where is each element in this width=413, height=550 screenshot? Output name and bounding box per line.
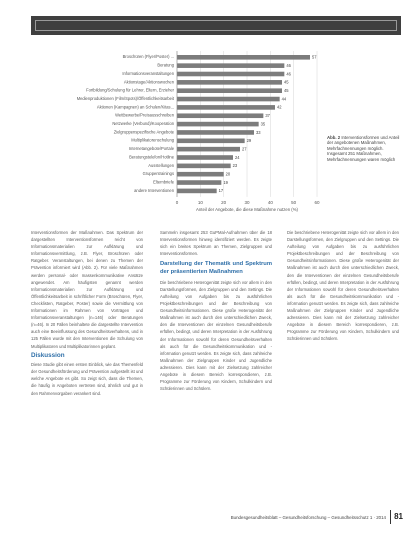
category-label: Aktionen (Kampagnen) an Schulen/Kitas... <box>96 104 174 110</box>
x-tick-label: 30 <box>244 199 250 205</box>
data-label: 45 <box>284 88 289 93</box>
data-label: 20 <box>225 171 231 177</box>
category-label: Broschüren (Flyer/Poster) ... <box>122 54 174 60</box>
bar <box>177 55 310 60</box>
bar <box>177 80 282 85</box>
category-label: Aktionstage/Aktionswochen <box>123 79 174 85</box>
category-label: Beratungstelefon/Hotline <box>129 154 174 160</box>
section-heading-diskussion: Diskussion <box>31 351 65 359</box>
col2-paragraph: Sammeln insgesamt 253 GuPMal-Aufnahmen über die 18 Interventionsformen hinweg identifiziert werden. Es zeigte sich ein breites Spektrum an Themen, Zielgruppen und Interventionsformen. <box>160 230 272 257</box>
data-label: 37 <box>265 113 270 119</box>
bar <box>177 189 217 194</box>
page-footer <box>0 510 413 534</box>
data-label: 24 <box>235 154 240 160</box>
category-label: Zielgruppenspezifische Angebote <box>113 129 174 135</box>
bar <box>177 139 245 144</box>
bar-chart <box>31 38 401 218</box>
text-column-3 <box>287 229 399 343</box>
data-label: 17 <box>218 188 224 194</box>
col1-paragraph-2: Diese Studie gibt einen ersten Einblick, wie das Themenfeld der Gesundheitsförderung und Prävention aufgestellt ist und welche Angebote es gibt. So zeigt sich, dass die Themen, die häufig in Angeboten vertreten sind, ähnlich und gut in den Rahmenvorgaben verankert sind. <box>31 362 143 396</box>
bar <box>177 122 259 127</box>
x-tick-label: 20 <box>221 199 227 205</box>
bar <box>177 180 221 185</box>
data-label: 33 <box>256 129 261 135</box>
category-label: Informationsveranstaltungen <box>122 70 174 76</box>
x-tick-label: 50 <box>291 199 297 205</box>
bar <box>177 155 233 160</box>
bar <box>177 113 263 118</box>
category-label: Beratung <box>157 62 174 68</box>
category-label: Ausstellungen <box>148 162 174 168</box>
bar <box>177 97 280 102</box>
x-tick-label: 40 <box>267 199 273 205</box>
bar <box>177 172 224 177</box>
data-label: 42 <box>277 104 282 110</box>
bar <box>177 130 254 135</box>
category-label: Elternbriefe <box>153 179 174 185</box>
bar <box>177 63 284 68</box>
caption-text: Interventionsformen und Anteil der angebotenen Maßnahmen, Mehrfachnennungen möglich. Insgesamt 251 Maßnahmen, Mehrfachnennungen waren möglich <box>327 135 400 162</box>
col1-paragraph: Interventionsformen der Maßnahmen. Das Spektrum der dargestellten Interventionsformen reicht von Informationsmaterialien zur Aufklärung und Informationsvermittlung, z.B. Flyer, Broschüren oder Ratgeber. Veranstaltungen, bei denen zu Themen der Prävention informiert wird (Abb. 2). Für viele Maßnahmen werden personal- oder massenkommunikative Ansätze angewendet. Am häufigsten genannt werden Informationsmaterialien zur Aufklärung und Öffentlichkeitsarbeit in schriftlicher Form (Broschüren, Flyer, Checklisten, Ratgeber, Poster) sowie die Vermittlung von Informationen im Rahmen von Vorträgen und Informationsveranstaltungen (n=146) oder Beratungen (n=46). In 20 Fällen beinhaltete die dargestellte Intervention auch eine Beeinflussung des Gesundheitsverhaltens, und in 125 Fällen wurde mit den Interventionen die Schulung von Multiplikatoren und Multiplikatorinnen geplant. <box>31 230 143 349</box>
data-label: 44 <box>281 96 287 102</box>
bar <box>177 164 231 169</box>
bar <box>177 105 275 110</box>
data-label: 27 <box>242 146 247 152</box>
text-column-1 <box>31 229 143 397</box>
category-label: Fortbildung/Schulung für Lehrer, Eltern, Erzieher <box>86 87 174 93</box>
category-label: Multiplikatorenschulung <box>131 137 174 143</box>
x-axis-label: Anteil der Angebote, die diese Maßnahme nutzen (%) <box>196 206 298 212</box>
footer-journal: Bundesgesundheitsblatt – Gesundheitsforschung – Gesundheitsschutz 1 · 2014 <box>230 515 386 520</box>
data-label: 45 <box>284 79 289 85</box>
caption-label: Abb. 2 <box>327 135 341 140</box>
section-heading-thematik: Darstellung der Thematik und Spektrum der präsentierten Maßnahmen <box>160 261 272 275</box>
page-number: 81 <box>394 512 403 521</box>
category-label: Gruppentrainings <box>142 171 174 177</box>
bar <box>177 147 240 152</box>
data-label: 23 <box>232 163 238 169</box>
footer-divider <box>390 510 391 524</box>
data-label: 19 <box>223 179 228 185</box>
header-bar <box>31 16 401 35</box>
category-label: andere Interventionen <box>134 187 174 193</box>
data-label: 29 <box>246 138 252 144</box>
data-label: 46 <box>286 71 291 77</box>
bar <box>177 88 282 93</box>
figure-caption <box>327 135 401 162</box>
category-label: Medienproduktionen (Film/Spots)/Öffentlichkeitsarbeit <box>76 95 174 101</box>
bar <box>177 72 284 77</box>
text-column-2 <box>160 229 272 392</box>
data-label: 57 <box>312 54 317 60</box>
header-bar-frame <box>35 20 397 31</box>
x-tick-label: 60 <box>314 199 320 205</box>
col2-paragraph-2: Die beschriebene Heterogenität zeigte sich vor allem in den Darstellungsformen, den Zielgruppen und den Settings. Die Aufteilung von Aufgaben bis zu ausführlichen Projektbeschreibungen und der Beschreibung von Gesundheitsinformationen. Diese große Heterogenität der Maßnahmen ist auch durch den unterschiedlichen Zweck, den die Interventionen der einzelnen Gesundheitsberufe erfüllen, bedingt, und deren Interpretation in der Ausführung der Informationen sowohl für deren Gesundheitsverhalten als auch für die Gesundheitskommunikation und -information genutzt werden. Es zeigte sich, dass zahlreiche Maßnahmen der Zielgruppen Kinder und Jugendliche adressieren. Dies kann mit der Zielsetzung zahlreicher Angebote in diesem Bereich korrespondieren, z.B. Programme zur Förderung von Kindern, Schulkindern und Schülerinnen und Schülern. <box>160 279 272 392</box>
category-label: Internetangebote/Portale <box>128 146 174 152</box>
category-label: Netzwerke (Verbund)/Kooperation <box>112 121 174 126</box>
data-label: 35 <box>260 121 266 127</box>
x-tick-label: 0 <box>175 199 179 205</box>
x-tick-label: 10 <box>197 199 203 205</box>
col3-paragraph: Die beschriebene Heterogenität zeigte sich vor allem in den Darstellungsformen, den Zielgruppen und den Settings. Die Aufteilung von Aufgaben bis zu ausführlichen Projektbeschreibungen und der Beschreibung von Gesundheitsinformationen. Diese große Heterogenität der Maßnahmen ist auch durch den unterschiedlichen Zweck, den die Interventionen der einzelnen Gesundheitsberufe erfüllen, bedingt, und deren Interpretation in der Ausführung der Informationen sowohl für deren Gesundheitsverhalten als auch für die Gesundheitskommunikation und -information genutzt werden. Es zeigte sich, dass zahlreiche Maßnahmen der Zielgruppen Kinder und Jugendliche adressieren. Dies kann mit der Zielsetzung zahlreicher Angebote in diesem Bereich korrespondieren, z.B. Programme zur Förderung von Kindern, Schulkindern und Schülerinnen und Schülern. <box>287 230 399 342</box>
data-label: 46 <box>286 62 291 68</box>
category-label: Wettbewerbe/Preisausschreiben <box>115 112 174 118</box>
